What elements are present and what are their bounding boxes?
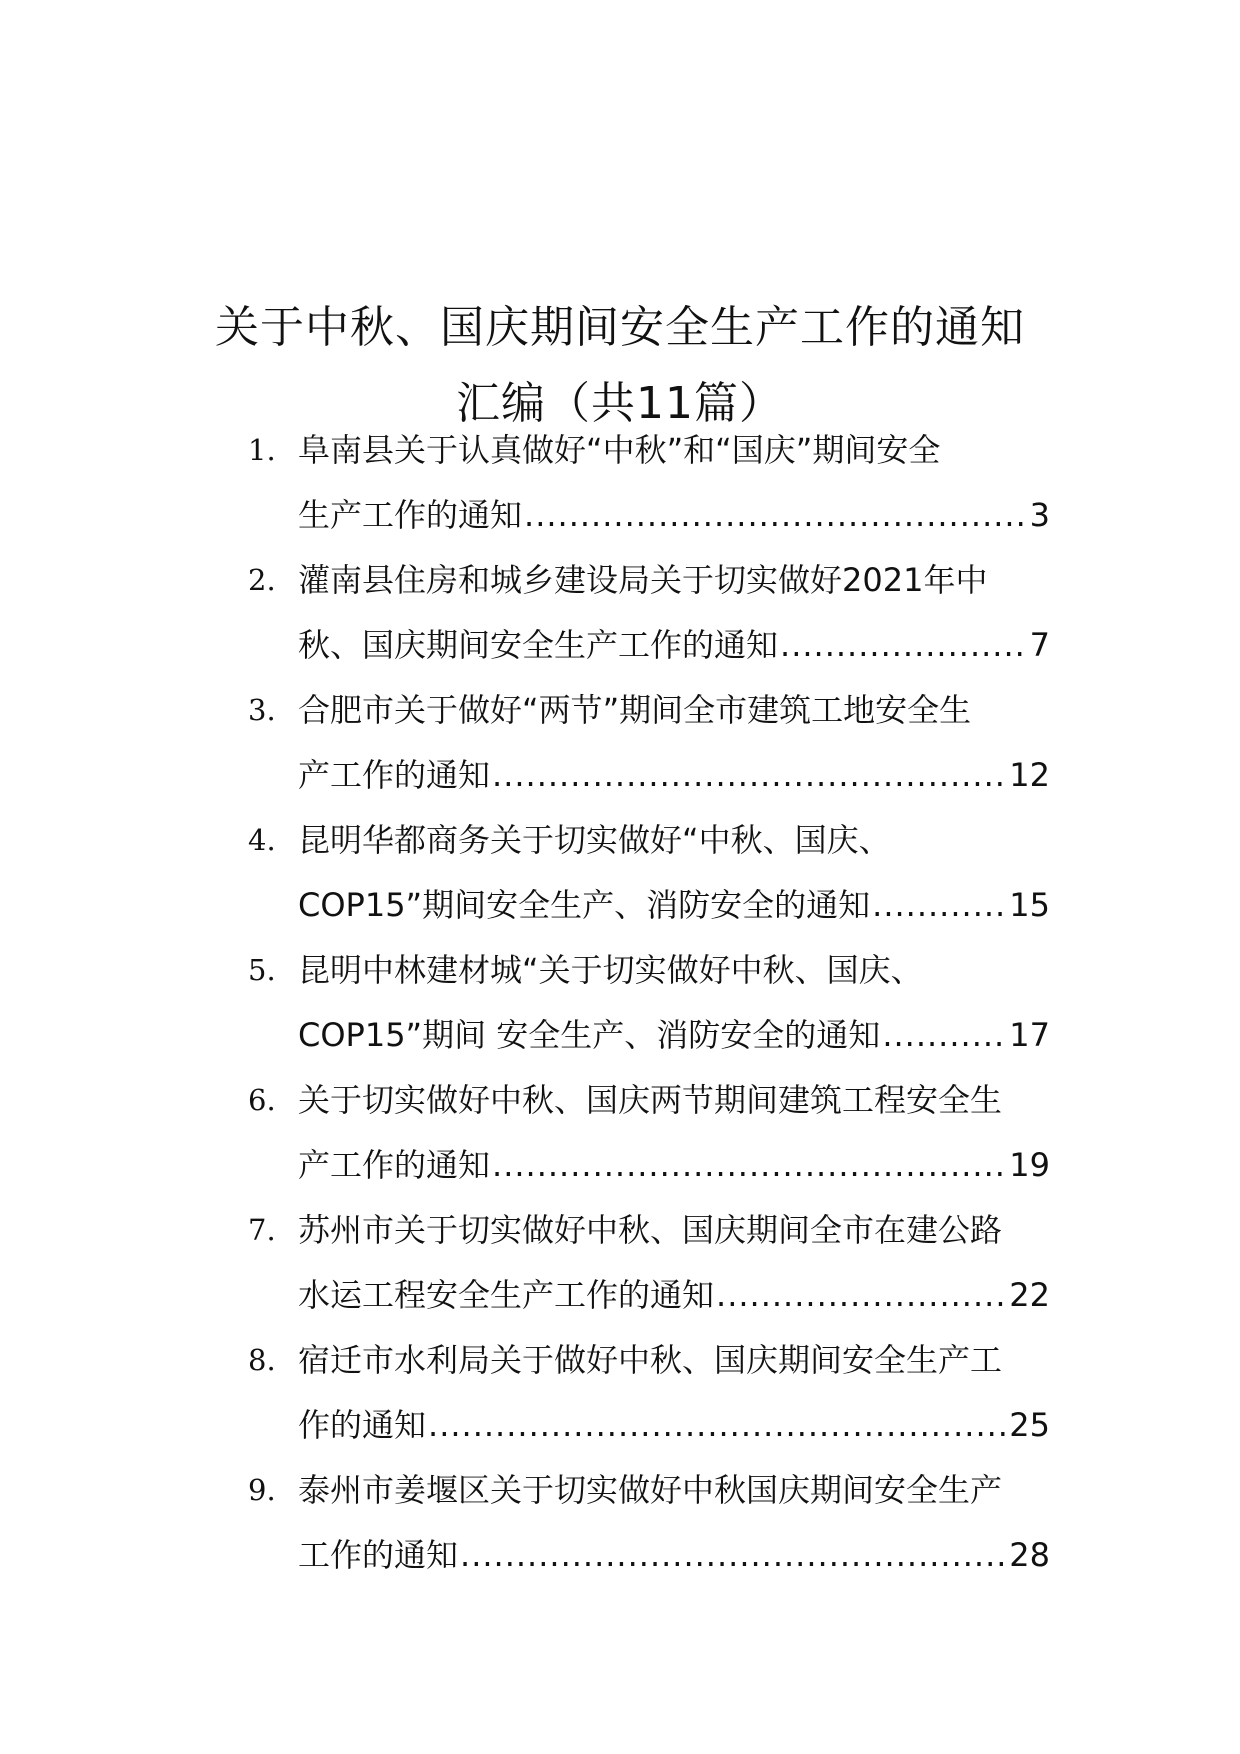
- dot-leader: [524, 483, 1028, 548]
- toc-entry-9[interactable]: [240, 1458, 1050, 1588]
- toc-entry-title-tail: 产工作的通知: [298, 1146, 491, 1184]
- toc-entry-number: 1.: [248, 433, 276, 467]
- toc-entry-5[interactable]: [240, 938, 1050, 1068]
- toc-entry-title-line-2: [298, 1393, 1050, 1458]
- toc-page-number: 12: [1009, 756, 1050, 794]
- toc-entry-6[interactable]: [240, 1068, 1050, 1198]
- dot-leader: [428, 1393, 1007, 1458]
- toc-entry-number: 8.: [248, 1343, 276, 1377]
- toc-entry-title-tail: 秋、国庆期间安全生产工作的通知: [298, 626, 779, 664]
- toc-entry-title-line-1: 昆明华都商务关于切实做好“中秋、国庆、: [298, 821, 891, 859]
- toc-entry-number: 9.: [248, 1473, 276, 1507]
- toc-entry-title-tail: 产工作的通知: [298, 756, 491, 794]
- dot-leader: [492, 743, 1007, 808]
- toc-page-number: 19: [1009, 1146, 1050, 1184]
- toc-entry-title-line-1: 苏州市关于切实做好中秋、国庆期间全市在建公路: [298, 1211, 1003, 1249]
- toc-entry-7[interactable]: [240, 1198, 1050, 1328]
- toc-entry-number: 5.: [248, 953, 276, 987]
- toc-entry-title-tail: 工作的通知: [298, 1536, 459, 1574]
- toc-entry-title-line-1: 阜南县关于认真做好“中秋”和“国庆”期间安全: [298, 431, 941, 469]
- toc-entry-title-line-1: 宿迁市水利局关于做好中秋、国庆期间安全生产工: [298, 1341, 1003, 1379]
- toc-entry-8[interactable]: [240, 1328, 1050, 1458]
- dot-leader: [882, 1003, 1007, 1068]
- toc-entry-number: 3.: [248, 693, 276, 727]
- toc-entry-title-line-2: [298, 1263, 1050, 1328]
- toc-entry-title-line-2: [298, 483, 1050, 548]
- toc-page-number: 3: [1029, 496, 1050, 534]
- toc-entry-4[interactable]: [240, 808, 1050, 938]
- toc-page-number: 7: [1029, 626, 1050, 664]
- toc-entry-title-line-2: [298, 1523, 1050, 1588]
- toc-page-number: 25: [1009, 1406, 1050, 1444]
- toc-entry-title-tail: 作的通知: [298, 1406, 427, 1444]
- toc-entry-number: 4.: [248, 823, 276, 857]
- toc-entry-title-line-2: [298, 873, 1050, 938]
- dot-leader: [492, 1133, 1007, 1198]
- toc-entry-title-line-2: [298, 743, 1050, 808]
- toc-entry-title-line-1: 关于切实做好中秋、国庆两节期间建筑工程安全生: [298, 1081, 1003, 1119]
- toc-entry-3[interactable]: [240, 678, 1050, 808]
- toc-entry-title-tail: 生产工作的通知: [298, 496, 523, 534]
- toc-entry-title-line-1: 灌南县住房和城乡建设局关于切实做好2021年中: [298, 561, 988, 599]
- toc-entry-1[interactable]: [240, 418, 1050, 548]
- toc-entry-number: 2.: [248, 563, 276, 597]
- dot-leader: [716, 1263, 1007, 1328]
- toc-entry-number: 7.: [248, 1213, 276, 1247]
- title-line-1: 关于中秋、国庆期间安全生产工作的通知: [215, 302, 1025, 353]
- toc-entry-title-line-1: 合肥市关于做好“两节”期间全市建筑工地安全生: [298, 691, 972, 729]
- toc-entry-title-tail: 水运工程安全生产工作的通知: [298, 1276, 715, 1314]
- title-line-2: 汇编（共11篇）: [456, 378, 784, 429]
- toc-entry-title-line-2: [298, 1003, 1050, 1068]
- dot-leader: [780, 613, 1028, 678]
- toc-entry-title-line-2: [298, 613, 1050, 678]
- toc-entry-title-line-2: [298, 1133, 1050, 1198]
- toc-entry-2[interactable]: [240, 548, 1050, 678]
- toc-page-number: 28: [1009, 1536, 1050, 1574]
- dot-leader: [460, 1523, 1007, 1588]
- toc-page-number: 22: [1009, 1276, 1050, 1314]
- toc-entry-title-line-1: 泰州市姜堰区关于切实做好中秋国庆期间安全生产: [298, 1471, 1003, 1509]
- dot-leader: [872, 873, 1007, 938]
- toc-entry-title-tail: COP15”期间 安全生产、消防安全的通知: [298, 1016, 881, 1054]
- toc-page-number: 15: [1009, 886, 1050, 924]
- toc-entry-title-tail: COP15”期间安全生产、消防安全的通知: [298, 886, 871, 924]
- toc-page-number: 17: [1009, 1016, 1050, 1054]
- table-of-contents: [240, 418, 1050, 1588]
- toc-entry-number: 6.: [248, 1083, 276, 1117]
- toc-entry-title-line-1: 昆明中林建材城“关于切实做好中秋、国庆、: [298, 951, 923, 989]
